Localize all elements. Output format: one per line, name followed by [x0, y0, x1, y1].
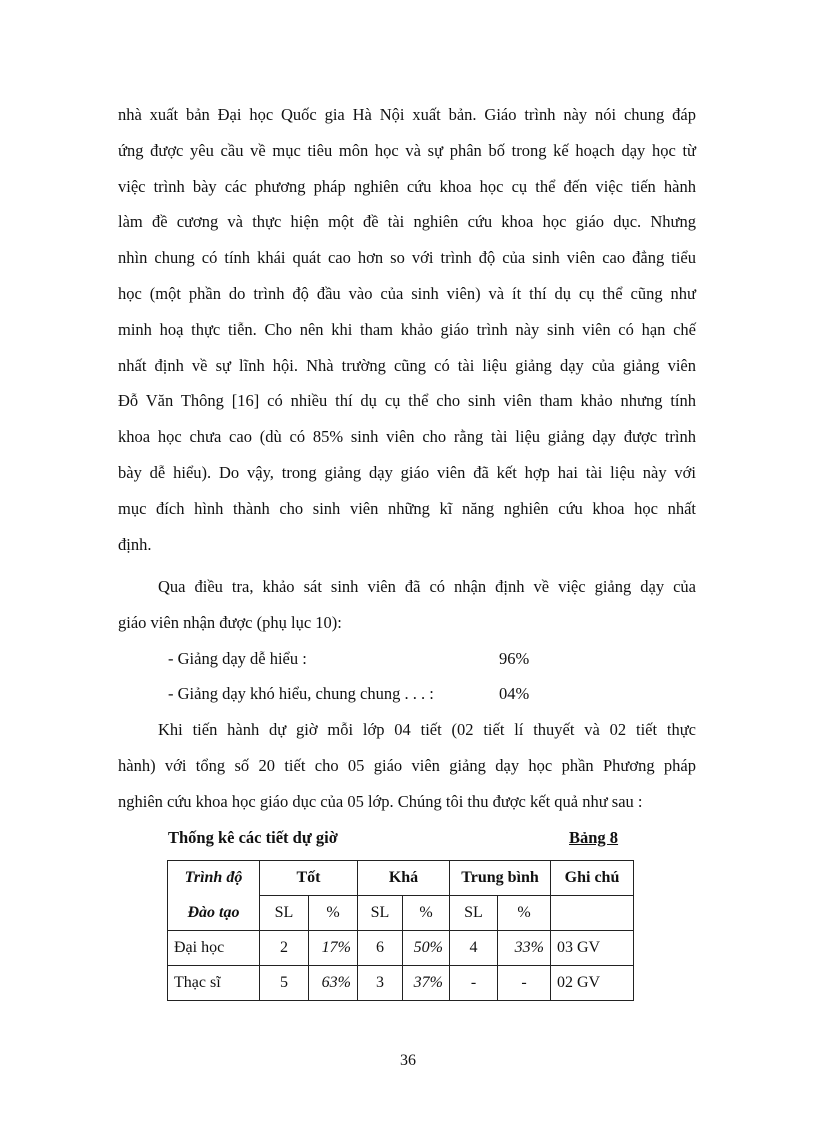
table-subheader-row: [168, 896, 634, 931]
cell-kha-sl: 6: [358, 931, 403, 966]
text-line: mục đích hình thành cho sinh viên những kĩ năng nghiên cứu khoa học nhất: [118, 498, 696, 518]
text-line: ứng được yêu cầu về mục tiêu môn học và sự phân bố trong kế hoạch dạy học từ: [118, 140, 696, 160]
header-level-line1: Trình độ: [168, 861, 260, 896]
text-line: nhất định về sự lĩnh hội. Nhà trường cũng có tài liệu giảng dạy của giảng viên: [118, 355, 696, 375]
text-line: nhìn chung có tính khái quát cao hơn so với trình độ của sinh viên cao đẳng tiểu: [118, 248, 696, 268]
table-label: Bảng 8: [569, 828, 619, 847]
page-number: 36: [400, 1052, 416, 1069]
cell-tot-sl: 5: [260, 966, 309, 1001]
header-level-line2: Đào tạo: [168, 896, 260, 931]
survey-item-value: 04%: [499, 684, 530, 703]
text-line: giáo viên nhận được (phụ lục 10):: [118, 612, 342, 632]
text-line: khoa học chưa cao (dù có 85% sinh viên cho rằng tài liệu giảng dạy được trình: [118, 427, 696, 447]
cell-tb-sl: 4: [450, 931, 498, 966]
survey-item: [168, 642, 530, 676]
header-pct: %: [498, 896, 551, 931]
header-pct: %: [403, 896, 450, 931]
paragraph-2: [118, 569, 696, 641]
cell-tb-sl: -: [450, 966, 498, 1001]
cell-tot-sl: 2: [260, 931, 309, 966]
table-caption: Thống kê các tiết dự giờ: [168, 828, 338, 847]
header-note-empty: [551, 896, 634, 931]
paragraph-3: [118, 712, 696, 819]
cell-tot-pct: 63%: [309, 966, 358, 1001]
cell-note: 03 GV: [551, 931, 634, 966]
cell-tb-pct: 33%: [498, 931, 551, 966]
text-line: làm đề cương và thực hiện một đề tài nghiên cứu khoa học giáo dục. Nhưng: [118, 212, 696, 232]
observation-table: [167, 860, 634, 1001]
paragraph-1: [118, 97, 696, 562]
cell-level: Thạc sĩ: [168, 966, 260, 1001]
cell-tot-pct: 17%: [309, 931, 358, 966]
table-row: [168, 931, 634, 966]
text-line: định.: [118, 534, 152, 554]
text-line: Đỗ Văn Thông [16] có nhiều thí dụ cụ thể cho sinh viên tham khảo nhưng tính: [118, 391, 696, 411]
survey-item-label: - Giảng dạy dễ hiểu :: [168, 649, 307, 668]
cell-tb-pct: -: [498, 966, 551, 1001]
text-line: việc trình bày các phương pháp nghiên cứu khoa học cụ thể đến việc tiến hành: [118, 176, 696, 196]
header-group-trung-binh: Trung bình: [450, 861, 551, 896]
table-header-row: [168, 861, 634, 896]
cell-level: Đại học: [168, 931, 260, 966]
text-line: Qua điều tra, khảo sát sinh viên đã có nhận định về việc giảng dạy của: [158, 577, 696, 596]
header-sl: SL: [260, 896, 309, 931]
header-sl: SL: [358, 896, 403, 931]
text-line: minh hoạ thực tiễn. Cho nên khi tham khảo giáo trình này sinh viên có hạn chế: [118, 319, 696, 339]
cell-kha-sl: 3: [358, 966, 403, 1001]
cell-note: 02 GV: [551, 966, 634, 1001]
text-line: nghiên cứu khoa học giáo dục của 05 lớp. Chúng tôi thu được kết quả như sau :: [118, 791, 643, 811]
header-note: Ghi chú: [551, 861, 634, 896]
header-pct: %: [309, 896, 358, 931]
survey-item: [168, 677, 530, 711]
text-line: bày dễ hiểu). Do vậy, trong giảng dạy giáo viên đã kết hợp hai tài liệu này với: [118, 462, 696, 482]
table-row: [168, 966, 634, 1001]
cell-kha-pct: 50%: [403, 931, 450, 966]
text-line: học (một phần do trình độ đầu vào của sinh viên) và ít thí dụ cụ thể cũng như: [118, 283, 696, 303]
survey-item-value: 96%: [499, 649, 530, 668]
cell-kha-pct: 37%: [403, 966, 450, 1001]
header-group-tot: Tốt: [260, 861, 358, 896]
text-line: nhà xuất bản Đại học Quốc gia Hà Nội xuất bản. Giáo trình này nói chung đáp: [118, 105, 696, 124]
header-group-kha: Khá: [358, 861, 450, 896]
text-line: Khi tiến hành dự giờ mỗi lớp 04 tiết (02 tiết lí thuyết và 02 tiết thực: [158, 720, 696, 739]
header-sl: SL: [450, 896, 498, 931]
text-line: hành) với tổng số 20 tiết cho 05 giáo viên giảng dạy học phần Phương pháp: [118, 755, 696, 775]
survey-item-label: - Giảng dạy khó hiểu, chung chung . . . :: [168, 684, 434, 703]
